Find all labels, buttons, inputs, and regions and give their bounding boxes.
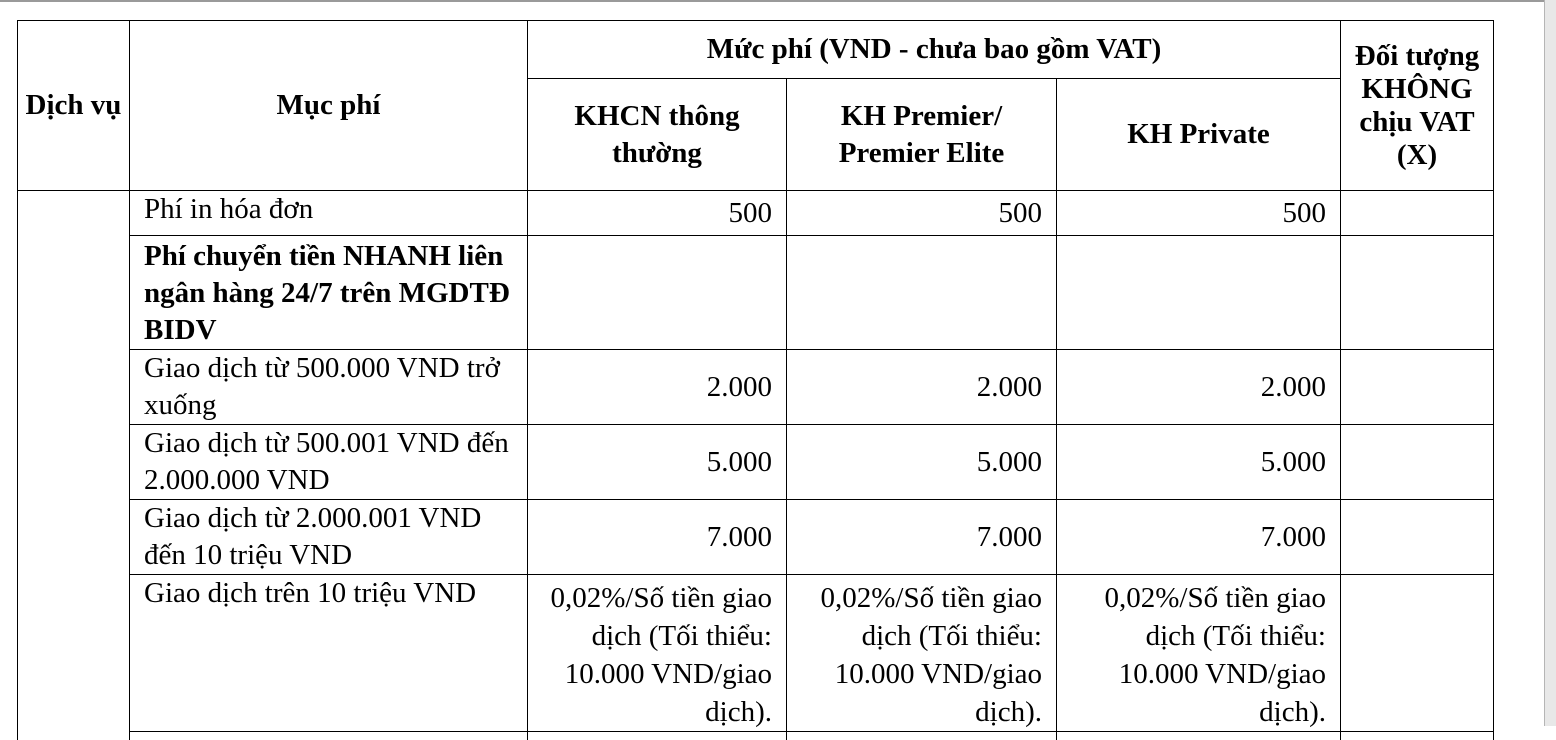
row-item: Giao dịch từ 2.000.001 VND đến 10 triệu VND	[130, 500, 528, 575]
vat-mark	[1341, 575, 1494, 732]
fee-premier: 7.000	[787, 500, 1057, 575]
row-item: Giao dịch từ 500.001 VND đến 2.000.000 VND	[130, 425, 528, 500]
fee-khcn	[528, 236, 787, 350]
header-khcn: KHCN thông thường	[528, 79, 787, 191]
vat-mark	[1341, 236, 1494, 350]
table-row	[18, 425, 1494, 500]
header-item: Mục phí	[130, 21, 528, 191]
row-item: Phí chuyển tiền NHANH liên ngân hàng 24/7 trên MGDTĐ BIDV	[130, 236, 528, 350]
fee-private: 0,02%/Số tiền giao dịch (Tối thiểu: 10.000 VND/giao dịch).	[1057, 575, 1341, 732]
vat-mark	[1341, 732, 1494, 740]
header-vat-exempt: Đối tượng KHÔNG chịu VAT (X)	[1341, 21, 1494, 191]
fee-premier	[787, 236, 1057, 350]
fee-private	[1057, 732, 1341, 740]
fee-premier: 2.000	[787, 350, 1057, 425]
fee-private: 7.000	[1057, 500, 1341, 575]
header-premier: KH Premier/ Premier Elite	[787, 79, 1057, 191]
table-row	[18, 500, 1494, 575]
row-item: Giao dịch trên 10 triệu VND	[130, 575, 528, 732]
vat-mark	[1341, 191, 1494, 236]
vat-mark	[1341, 425, 1494, 500]
vertical-scrollbar[interactable]	[1544, 0, 1556, 726]
row-item: Phí in hóa đơn	[130, 191, 528, 236]
fee-premier: 0,02%/Số tiền giao dịch (Tối thiểu: 10.000 VND/giao dịch).	[787, 575, 1057, 732]
table-row	[18, 350, 1494, 425]
fee-khcn: 7.000	[528, 500, 787, 575]
header-private: KH Private	[1057, 79, 1341, 191]
table-row	[18, 236, 1494, 350]
fee-khcn	[528, 732, 787, 740]
row-item	[130, 732, 528, 740]
fee-khcn: 500	[528, 191, 787, 236]
fee-premier: 5.000	[787, 425, 1057, 500]
page-top-edge	[0, 0, 1544, 2]
fee-khcn: 5.000	[528, 425, 787, 500]
fee-khcn: 0,02%/Số tiền giao dịch (Tối thiểu: 10.000 VND/giao dịch).	[528, 575, 787, 732]
fee-private: 5.000	[1057, 425, 1341, 500]
row-item: Giao dịch từ 500.000 VND trở xuống	[130, 350, 528, 425]
fee-private	[1057, 236, 1341, 350]
fee-private: 2.000	[1057, 350, 1341, 425]
fee-private: 500	[1057, 191, 1341, 236]
table-row	[18, 732, 1494, 740]
table-row	[18, 575, 1494, 732]
service-cell	[18, 191, 130, 740]
fee-khcn: 2.000	[528, 350, 787, 425]
fee-premier	[787, 732, 1057, 740]
vat-mark	[1341, 500, 1494, 575]
fee-table	[17, 20, 1494, 740]
header-fee-group: Mức phí (VND - chưa bao gồm VAT)	[528, 21, 1341, 79]
header-service: Dịch vụ	[18, 21, 130, 191]
vat-mark	[1341, 350, 1494, 425]
fee-premier: 500	[787, 191, 1057, 236]
table-row	[18, 191, 1494, 236]
